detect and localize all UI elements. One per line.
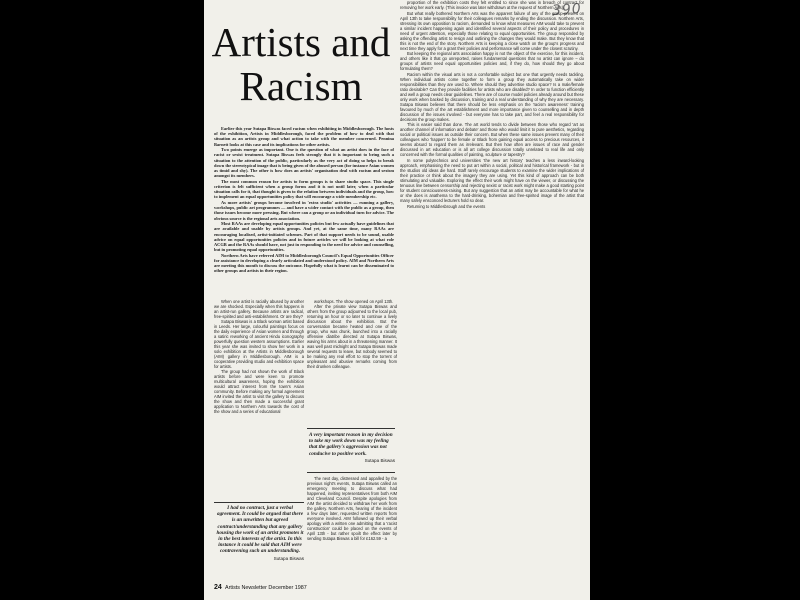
body-paragraph: This is easier said than done. The art world tends to divide between those who regard 'art as another channel of information and debate' and those who would limit it to pure aesthetics, regarding social or political issues as outside their concern. But when these same issues prevent many of their colleagues who 'happen' to be female or Black from gaining equal access to precious resources, it seems absurd to regard them as irrelevant. But then how often are issues of race and gender discussed in art education or is all art college discussion totally unrelated to real life and only concerned with the formal qualities of painting, sculpture or tapestry? <box>400 122 584 158</box>
newsletter-page <box>204 0 590 600</box>
body-paragraph: Returning to Middlesbrough and the events <box>407 203 486 209</box>
body-paragraph: When one artist is racially abused by another we are shocked. Especially when this happens in an artist-run gallery. Because artists are radical, free-spirited and anti-establishment. Or are they? <box>214 299 304 319</box>
pullquote-contract <box>216 505 304 562</box>
pullquote-divider <box>307 472 395 473</box>
intro-standfirst <box>214 126 394 306</box>
body-column-middle-bottom <box>307 476 397 588</box>
body-paragraph: Sutapa Biswas is a Black woman artist based in Leeds. Her large, colourful paintings focus on the daily experience of Asian women and through a satiric reworking of ancient Hindu iconography powerfully question western assumptions. Earlier this year she was invited to show her work in a solo exhibition at the Artists in Middlesborough (AIM) gallery in Middlesborough. AIM is a cooperative providing studio and exhibition space for artists. <box>214 319 304 369</box>
body-paragraph: workshops. The show opened on April 13th. <box>314 299 394 304</box>
page-footer <box>214 584 307 591</box>
body-paragraph: The group had not shown the work of Black artists before and were keen to promote multicultural awareness, hoping the exhibition would attract interest from the town's Asian community. Before making any formal agreement AIM invited the artist to visit the gallery to discuss the show and then made a successful grant application to Northern Arts towards the cost of the show and a series of educational <box>214 369 304 414</box>
pullquote-attribution: Sutapa Biswas <box>364 457 395 463</box>
pullquote-attribution: Sutapa Biswas <box>273 555 304 561</box>
page-number: 24 <box>214 584 222 591</box>
intro-paragraph: The most common reason for artists to form groups is to share studio space. This single criterion is felt sufficient when a group forms and it is not until later, when a particular situation calls for it, that thought is given to the relation between individuals and the group, how to implement an equal opportunities policy that will encourage a wide membership etc. <box>214 178 394 200</box>
body-column-left <box>214 299 304 499</box>
body-column-middle-top <box>307 299 397 427</box>
headline-line-1: Artists and <box>211 19 391 65</box>
body-paragraph: The next day, distressed and appalled by the previous night's events, Sutapa Biswas called an emergency meeting to discuss what had happened, inviting representatives from both AIM and Cleveland Council. Despite apologies from AIM the artist decided to withdraw her work from the gallery. Northern Arts, hearing of the incident a few days later, requested written reports from everyone involved. AIM followed up their verbal apology with a written one admitting that a 'racist construction' could be placed on the events of April 13th - but rather spoilt the effect later by sending Sutapa Biswas a bill for £162.59 - a <box>307 476 397 541</box>
pullquote-text: A very important reason in my decision to take my work down was my feeling that the gallery's aggression was not conducive to positive work. <box>309 432 393 457</box>
pullquote-decision <box>309 432 395 464</box>
intro-paragraph: Most RAAs are developing equal opportunities policies but few actually have guidelines that are available and usable by artists groups. And yet, at the same time, many RAAs are encouraging localised, artist-initiated schemes. Part of that support needs to be sound, usable advice on equal opportunities policies and in future articles we will be looking at what role ACGB and the RAAs should have, not just in responding to the need for advice and counselling, but in promoting equal opportunities. <box>214 221 394 253</box>
pullquote-text: I had no contract, just a verbal agreement. It could be argued that there is an unwritten but agreed contract/understanding that any gallery housing the work of an artist promotes it in the best interests of the artist. In this instance it could be said that AIM were contravening such an understanding. <box>216 505 304 555</box>
intro-paragraph: As more artists' groups become involved in 'extra studio' activities — running a gallery, workshops, public art programmes — and have a wider contact with the public as a group, then those issues become more pressing. But where can a group or an individual turn for advice. The obvious source is the regional arts association. <box>214 200 394 221</box>
body-column-right <box>400 0 584 580</box>
body-paragraph: But what really bothered Northern Arts was the apparent failure of any of the group present on April 13th to take responsibility for their colleagues remarks by ending the discussion. Northern Arts, stressing its own opposition to racism, demanded to know what measures AIM would take to prevent a similar incident happening again and identified several aspects of their policy and procedures in need of urgent attention, especially those relating to equal opportunities. The group responded by asking the offending artist to resign and outlining the changes they would make. But they know that this is not the end of the story. Northern Arts is keeping a close watch on the group's progress and next time they apply for a grant their policies and performance will come under the closest scrutiny. <box>400 10 584 51</box>
headline-line-2: Racism <box>239 63 363 109</box>
body-paragraph: Racism within the visual arts is not a comfortable subject but one that urgently needs tackling. When individual artists come together to form a group they automatically take on wider responsibilities than they are used to. Where should they advertise studio space? Is a male/female ratio desirable? Can they provide facilities for artists who are disabled? In order to function efficiently and well a group needs clear guidelines. There are of course model policies already around but these only work when backed by discussion, training and a real understanding of why they are necessary. Sutapa Biswas believes that there should be less emphasis on the 'racism awareness' training favoured by much of the art establishment and more importance given to counselling and in depth discussion of the issues involved - but everyone has to take part, and feel a real responsibility for decisions the group makes. <box>400 71 584 122</box>
pullquote-divider <box>307 428 395 429</box>
body-paragraph: proportion of the exhibition costs they felt entitled to since she was in breach of contract for removing her work early. (This invoice was later withdrawn at the request of Northern Arts). <box>400 0 584 10</box>
body-paragraph: In some polytechnics and universities 'the new art history' teaches a less inward-looking approach, emphasising the need to put art within a social, political and historical framework - but in the studios old ideas die hard. Staff rarely encourage students to examine the wider implications of their practice or think about the imagery they are using. Yet this kind of approach can be both stimulating and valuable. Exploring the effect their work might have on the viewer, or discussing the tenuous line between censorship and rejecting sexist or racist work might make a good starting point for student consciousness-raising. But any suggestion that an artist may be accountable for what he or she does is anathema to the hard-drinking, bohemian and free-spirited image of the artist that many safely ensconced lecturers hold so dear. <box>400 157 584 203</box>
body-paragraph: After the private view Sutapa Biswas and others from the group adjourned to the local pub, returning an hour or so later to continue a lively discussion about the exhibition. But the conversation became heated and one of the group, who was drunk, launched into a racially offensive diatribe directed at Sutapa Biswas, waving his arms about in a threatening manner. It was well past midnight and Sutapa Biswas made several requests to leave, but nobody seemed to be making any real effort to stop the torrent of unpleasant and abusive remarks coming from their drunken colleague. <box>307 304 397 369</box>
publication-line: Artists Newsletter December 1987 <box>225 585 307 591</box>
intro-paragraph: Two points emerge as important. One is the question of what an artist does in the face of racist or sexist treatment. Sutapa Biswas feels strongly that it is important to bring such a situation to the attention of the public, particularly as the very act of doing so helps to break down the stereotypical image that is being given of the abused person (for instance Asian women as timid and shy). The other is how does an artists' organisation deal with racism and sexism amongst its members. <box>214 147 394 179</box>
handwritten-page-number: 390 <box>551 0 583 20</box>
intro-paragraph: Earlier this year Sutapa Biswas faced racism when exhibiting in Middlesborough. The hosts of the exhibition, Artists in Middlesborough, faced the problem of how to deal with that situation as an artists group and what action to take with the member concerned. Pennina Barnett looks at this case and its implications for other artists. <box>214 126 394 147</box>
pullquote-divider <box>214 502 304 503</box>
intro-paragraph: Northern Arts have referred AIM to Middlesborough Council's Equal Opportunities Officer for assistance in developing a clearly articulated and understood policy. AIM and Northern Arts are meeting this month to discuss the outcome. Hopefully what is learnt can be disseminated to other groups and artists in their region. <box>214 252 394 274</box>
body-paragraph: But keeping the regional arts association happy is not the object of the exercise, for this incident, and others like it that go unreported, raises fundamental questions that no artist can ignore – do groups of artists need equal opportunities policies and, if they do, how should they go about formulating them? <box>400 51 584 72</box>
